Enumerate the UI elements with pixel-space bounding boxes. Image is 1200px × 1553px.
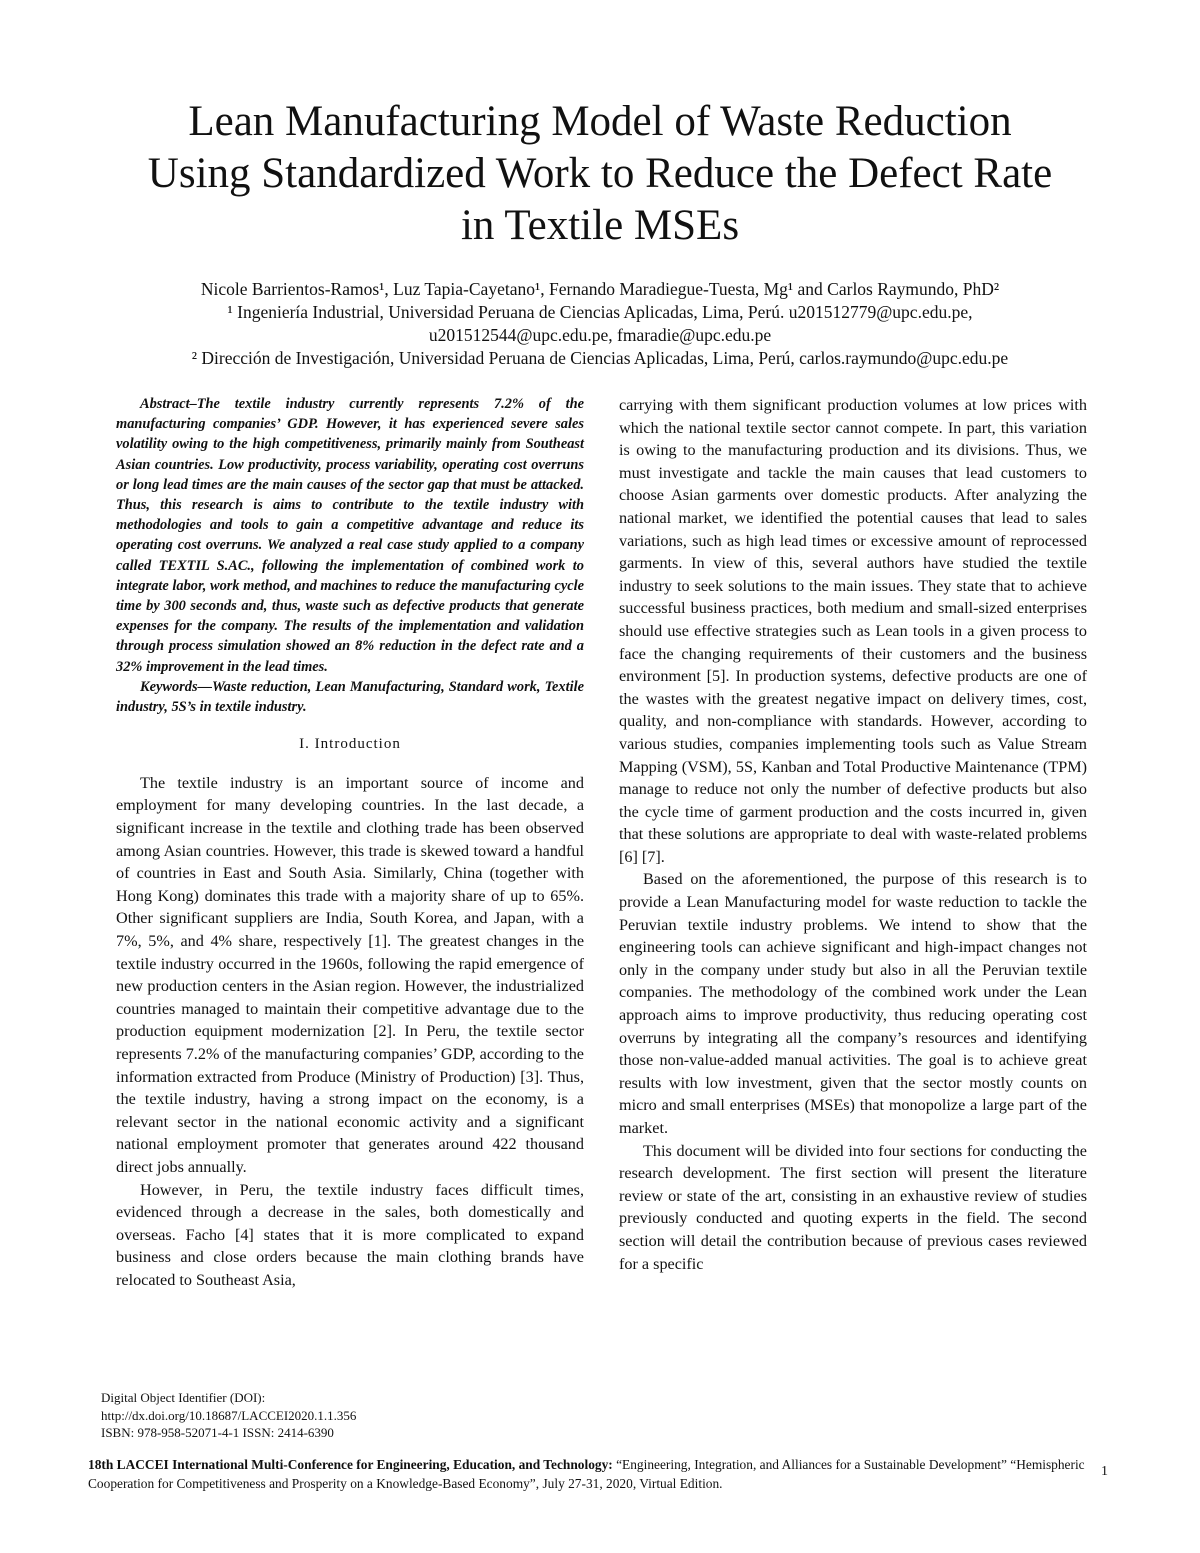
body-paragraph: However, in Peru, the textile industry faces difficult times, evidenced through a decrease in the sales, both domestically and overseas. Facho [4] states that it is more complicated to expand business and close orders because the main clothing brands have relocated to Southeast Asia, xyxy=(116,1180,584,1289)
author-list: Nicole Barrientos-Ramos¹, Luz Tapia-Cayetano¹, Fernando Maradiegue-Tuesta, Mg¹ and Carlos Raymundo, PhD² xyxy=(200,279,1000,299)
title-line: Lean Manufacturing Model of Waste Reduction xyxy=(188,98,1012,145)
conference-details: “Engineering, Integration, and Alliances for a Sustainable Development” “Hemispheric Cooperation for Competitiveness and Prosperity on a Knowledge-Based Economy”, July 27-31, 2020, Virtual Edition. xyxy=(88,1457,1085,1491)
doi-link[interactable]: http://dx.doi.org/10.18687/LACCEI2020.1.1.356 xyxy=(101,1407,357,1423)
page-footer xyxy=(88,1456,1088,1493)
page-number: 1 xyxy=(1101,1464,1108,1479)
doi-block xyxy=(101,1389,356,1442)
body-paragraph: The textile industry is an important source of income and employment for many developing countries. In the last decade, a significant increase in the textile and clothing trade has been observed among Asian countries. However, this trade is skewed toward a handful of countries in East and South Asia. Similarly, China (together with Hong Kong) dominates this trade with a majority share of up to 65%. Other significant suppliers are India, South Korea, and Japan, with a 7%, 5%, and 4% share, respectively [1]. The greatest changes in the textile industry occurred in the 1960s, following the rapid emergence of new production centers in the Asian region. However, the industrialized countries managed to maintain their competitive advantage due to the production equipment modernization [2]. In Peru, the textile sector represents 7.2% of the manufacturing companies’ GDP, according to the information extracted from Produce (Ministry of Production) [3]. Thus, the textile industry, having a strong impact on the economy, is a relevant sector in the national economic activity and a significant national employment promoter that generates around 422 thousand direct jobs annually. xyxy=(116,773,584,1176)
paper-title xyxy=(60,96,1140,252)
affiliation-2: ² Dirección de Investigación, Universidad Peruana de Ciencias Aplicadas, Lima, Perú, carlos.raymundo@upc.edu.pe xyxy=(191,348,1009,368)
left-column xyxy=(116,394,584,1292)
keywords: Keywords—Waste reduction, Lean Manufacturing, Standard work, Textile industry, 5S’s in textile industry. xyxy=(116,678,584,716)
title-line: in Textile MSEs xyxy=(460,202,740,249)
affiliation-1: ¹ Ingeniería Industrial, Universidad Peruana de Ciencias Aplicadas, Lima, Perú. u201512779@upc.edu.pe, xyxy=(227,302,973,322)
conference-name: 18th LACCEI International Multi-Conference for Engineering, Education, and Technology: xyxy=(88,1457,613,1472)
affiliation-1-emails: u201512544@upc.edu.pe, fmaradie@upc.edu.pe xyxy=(428,325,772,345)
author-block xyxy=(60,278,1140,370)
body-paragraph: This document will be divided into four sections for conducting the research development. The first section will present the literature review or state of the art, consisting in an exhaustive review of studies previously conducted and quoting experts in the field. The second section will detail the contribution because of previous cases reviewed for a specific xyxy=(619,1141,1087,1273)
section-heading: I. Introduction xyxy=(299,736,401,753)
right-column xyxy=(619,394,1087,1275)
doi-label: Digital Object Identifier (DOI): xyxy=(101,1390,266,1405)
body-paragraph: Based on the aforementioned, the purpose of this research is to provide a Lean Manufacturing model for waste reduction to tackle the Peruvian textile industry problems. We intend to show that the engineering tools can achieve significant and high-impact changes not only in the company under study but also in all the Peruvian textile companies. The methodology of the combined work under the Lean approach aims to improve productivity, thus reducing operating cost overruns by integrating all the company’s resources and identifying those non-value-added manual activities. The goal is to achieve great results with low investment, given that the sector mostly counts on micro and small enterprises (MSEs) that monopolize a large part of the market. xyxy=(619,870,1087,1137)
isbn-issn: ISBN: 978-958-52071-4-1 ISSN: 2414-6390 xyxy=(101,1425,334,1440)
title-line: Using Standardized Work to Reduce the Defect Rate xyxy=(147,150,1053,197)
body-paragraph: carrying with them significant production volumes at low prices with which the national textile sector cannot compete. In part, this variation is owing to the manufacturing production and its divisions. Thus, we must investigate and tackle the main causes that lead customers to choose Asian garments over domestic products. After analyzing the national market, we identified the potential causes that lead to sales variations, such as high lead times or excessive amount of reprocessed garments. In view of this, several authors have studied the textile industry to seek solutions to the main issues. They state that to achieve successful business practices, both medium and small-sized enterprises should use effective strategies such as Lean tools in a given process to face the changing requirements of their customers and the business environment [5]. In production systems, defective products are one of the wastes with the greatest negative impact on delivery times, cost, quality, and non-compliance with standards. However, according to various studies, companies implementing tools such as Value Stream Mapping (VSM), 5S, Kanban and Total Productive Maintenance (TPM) manage to reduce not only the number of defective products but also the cycle time of garment production and the costs incurred in, given that these solutions are appropriate to deal with waste-related problems [6] [7]. xyxy=(619,396,1087,866)
abstract: Abstract–The textile industry currently represents 7.2% of the manufacturing companies’ GDP. However, it has experienced severe sales volatility owing to the high competitiveness, primarily mainly from Southeast Asian countries. Low productivity, process variability, operating cost overruns or long lead times are the main causes of the sector gap that must be attacked. Thus, this research is aims to contribute to the textile industry with methodologies and tools to gain a competitive advantage and reduce its operating cost overruns. We analyzed a real case study applied to a company called TEXTIL S.AC., following the implementation of combined work to integrate labor, work method, and machines to reduce the manufacturing cycle time by 300 seconds and, thus, waste such as defective products that generate expenses for the company. The results of the implementation and validation through process simulation showed an 8% reduction in the defect rate and a 32% improvement in the lead times. xyxy=(116,396,584,675)
